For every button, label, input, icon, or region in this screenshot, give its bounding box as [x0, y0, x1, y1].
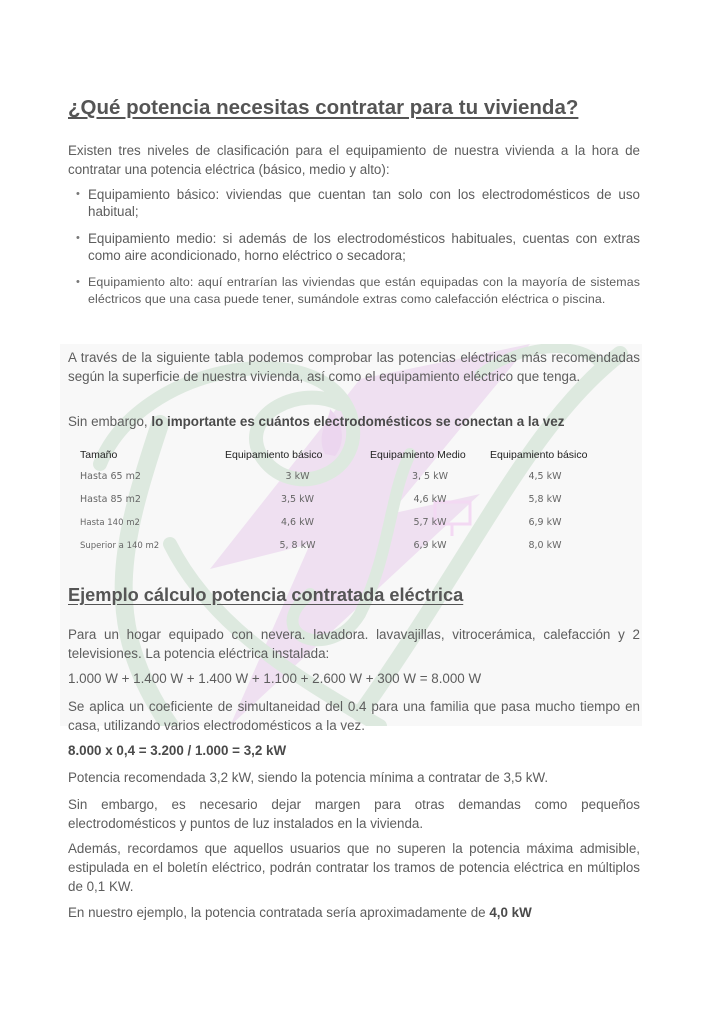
- intro-paragraph: Existen tres niveles de clasificación para el equipamiento de nuestra vivienda a la hora de contratar una potencia eléctrica (básico, medio y alto):: [68, 143, 640, 177]
- equipment-levels-list: [76, 186, 640, 318]
- list-item-basic: • Equipamiento básico: viviendas que cuentan tan solo con los electrodomésticos de uso habitual;: [76, 186, 640, 220]
- table-row: [80, 534, 600, 557]
- header-high: Equipamiento básico: [490, 449, 588, 461]
- power-sum-line: 1.000 W + 1.400 W + 1.400 W + 1.100 + 2.600 W + 300 W = 8.000 W: [68, 671, 482, 686]
- table-intro-paragraph: A través de la siguiente tabla podemos comprobar las potencias eléctricas más recomendadas según la superficie de nuestra vivienda, así como el equipamiento eléctrico que tenga.: [68, 350, 640, 384]
- header-medium: Equipamiento Medio: [370, 449, 466, 461]
- margin-paragraph: Sin embargo, es necesario dejar margen para otras demandas como pequeños electrodomésticos y puntos de luz instalados en la vivienda.: [68, 797, 640, 831]
- simultaneity-paragraph: Se aplica un coeficiente de simultaneidad del 0.4 para una familia que pasa mucho tiempo en casa, utilizando varios electrodomésticos a la vez.: [68, 699, 640, 733]
- header-basic: Equipamiento básico: [225, 449, 323, 461]
- cell-medium: 5,7 kW: [413, 517, 447, 528]
- example-paragraph-1: Para un hogar equipado con nevera. lavadora. lavavajillas, vitrocerámica, calefacción y 2 televisiones. La potencia eléctrica instalada:: [68, 627, 640, 661]
- admissible-power-paragraph: Además, recordamos que aquellos usuarios que no superen la potencia máxima admisible, estipulada en el boletín eléctrico, podrán contratar los tramos de potencia eléctrica en múltiplos de 0,1 KW.: [68, 841, 640, 894]
- cell-basic: 3,5 kW: [280, 494, 315, 505]
- recommended-power-paragraph: Potencia recomendada 3,2 kW, siendo la potencia mínima a contratar de 3,5 kW.: [68, 770, 549, 785]
- emphasis-prefix: Sin embargo,: [68, 414, 152, 429]
- cell-size: Hasta 140 m2: [80, 517, 140, 528]
- table-row: [80, 465, 600, 488]
- table-row: [80, 488, 600, 511]
- cell-high: 4,5 kW: [528, 471, 562, 482]
- formula-line: 8.000 x 0,4 = 3.200 / 1.000 = 3,2 kW: [68, 743, 287, 758]
- header-size: Tamaño: [80, 449, 118, 461]
- conclusion-value: 4,0 kW: [489, 905, 532, 920]
- cell-high: 5,8 kW: [528, 494, 562, 505]
- cell-size: Hasta 85 m2: [80, 494, 141, 505]
- cell-medium: 3, 5 kW: [411, 471, 449, 482]
- emphasis-paragraph: [68, 412, 640, 431]
- table-row: [80, 511, 600, 534]
- cell-high: 6,9 kW: [528, 517, 562, 528]
- power-table: [80, 445, 600, 557]
- cell-medium: 4,6 kW: [413, 494, 447, 505]
- cell-medium: 6,9 kW: [413, 540, 447, 551]
- conclusion-paragraph: [68, 903, 640, 922]
- page-title: ¿Qué potencia necesitas contratar para tu vivienda?: [68, 96, 579, 119]
- conclusion-prefix: En nuestro ejemplo, la potencia contratada sería aproximadamente de: [68, 905, 490, 920]
- table-header-row: [80, 445, 600, 465]
- cell-basic: 4,6 kW: [280, 517, 315, 528]
- example-section-title: Ejemplo cálculo potencia contratada eléctrica: [68, 585, 464, 605]
- cell-size: Superior a 140 m2: [80, 540, 160, 551]
- list-item-high: • Equipamiento alto: aquí entrarían las viviendas que están equipadas con la mayoría de sistemas eléctricos que una casa puede tener, sumándole extras como calefacción eléctrica o piscina.: [76, 274, 640, 308]
- cell-high: 8,0 kW: [528, 540, 562, 551]
- cell-size: Hasta 65 m2: [80, 471, 141, 482]
- cell-basic: 5, 8 kW: [279, 540, 316, 551]
- emphasis-bold-text: lo importante es cuántos electrodomésticos se conectan a la vez: [151, 414, 565, 429]
- list-item-medium: • Equipamiento medio: si además de los electrodomésticos habituales, cuentas con extras como aire acondicionado, horno eléctrico o secadora;: [76, 230, 640, 264]
- cell-basic: 3 kW: [285, 471, 310, 482]
